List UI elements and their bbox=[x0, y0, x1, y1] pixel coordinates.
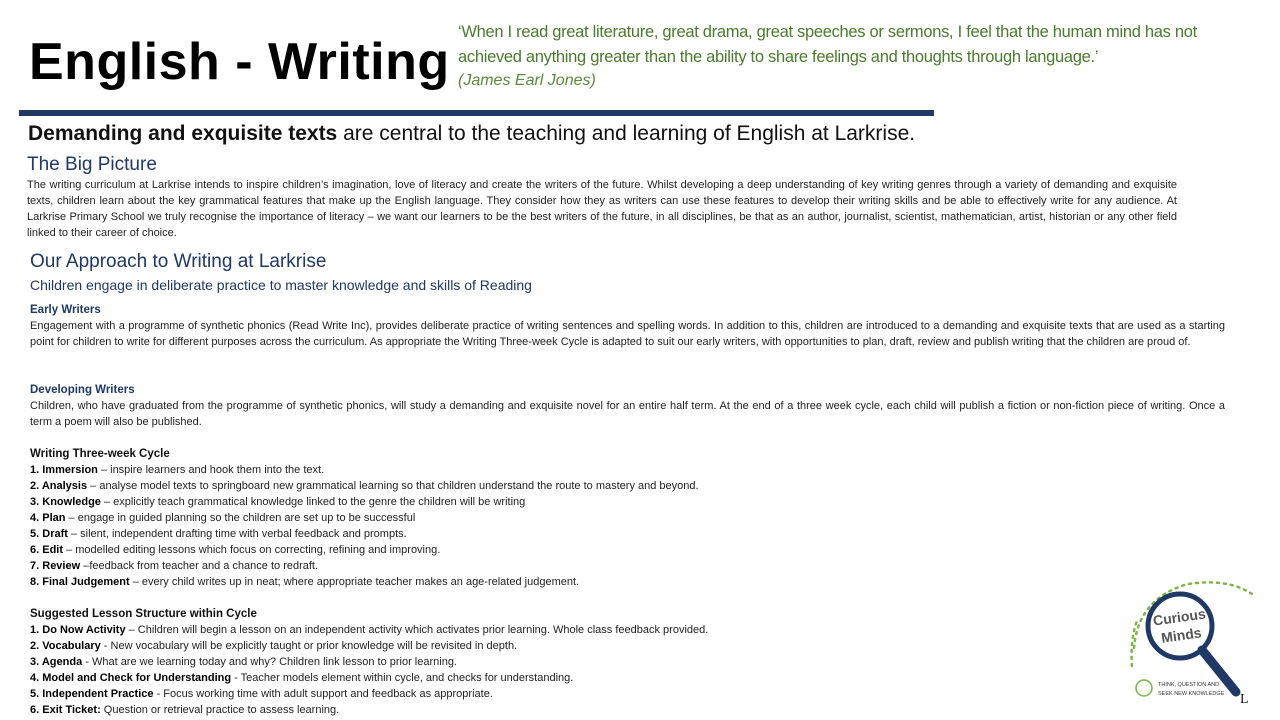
header-divider bbox=[19, 110, 934, 116]
cycle-item-term: 8. Final Judgement bbox=[30, 576, 130, 588]
corner-mark: L bbox=[1240, 692, 1249, 707]
lesson-item-text: – Children will begin a lesson on an independent activity which activates prior learning. Whole class feedback provided. bbox=[125, 624, 709, 636]
intro-statement bbox=[28, 120, 915, 148]
cycle-item-term: 6. Edit bbox=[30, 544, 64, 556]
lesson-item-term: 3. Agenda bbox=[30, 656, 83, 668]
lesson-item-term: 1. Do Now Activity bbox=[30, 624, 126, 636]
quote-author: (James Earl Jones) bbox=[458, 72, 596, 89]
cycle-item bbox=[30, 558, 1225, 574]
logo-word-minds: Minds bbox=[1160, 624, 1203, 646]
lesson-item-text: - What are we learning today and why? Children link lesson to prior learning. bbox=[82, 656, 457, 668]
lesson-item-text: - Teacher models element within cycle, and checks for understanding. bbox=[231, 672, 574, 684]
lesson-item-text: - Focus working time with adult support and feedback as appropriate. bbox=[153, 688, 493, 700]
cycle-item-text: – every child writes up in neat; where appropriate teacher makes an age-related judgement. bbox=[129, 576, 580, 588]
writing-cycle-list bbox=[30, 462, 1225, 590]
lesson-item-text: Question or retrieval practice to assess learning. bbox=[100, 704, 340, 716]
lesson-structure-section bbox=[30, 606, 1225, 718]
cycle-item-term: 5. Draft bbox=[30, 528, 68, 540]
lesson-item bbox=[30, 622, 1225, 638]
cycle-item-term: 2. Analysis bbox=[30, 480, 88, 492]
developing-writers-section bbox=[30, 382, 1225, 430]
cycle-item-text: – engage in guided planning so the children are set up to be successful bbox=[65, 512, 416, 524]
page-title: English - Writing bbox=[29, 33, 450, 91]
lesson-item-text: - New vocabulary will be explicitly taught or prior knowledge will be revisited in depth. bbox=[100, 640, 518, 652]
logo-tagline-1: THINK, QUESTION AND bbox=[1158, 682, 1220, 688]
cycle-item-term: 3. Knowledge bbox=[30, 496, 101, 508]
cycle-item bbox=[30, 462, 1225, 478]
lesson-item bbox=[30, 638, 1225, 654]
curious-minds-logo bbox=[1128, 578, 1256, 710]
approach-subheading: Children engage in deliberate practice to master knowledge and skills of Reading bbox=[30, 277, 532, 293]
lesson-item-term: 4. Model and Check for Understanding bbox=[30, 672, 232, 684]
cycle-item-term: 7. Review bbox=[30, 560, 81, 572]
cycle-item bbox=[30, 526, 1225, 542]
lesson-item-term: 2. Vocabulary bbox=[30, 640, 101, 652]
lesson-item-term: 5. Independent Practice bbox=[30, 688, 154, 700]
lesson-item bbox=[30, 702, 1225, 718]
big-picture-heading: The Big Picture bbox=[27, 154, 157, 175]
cycle-item-text: – analyse model texts to springboard new grammatical learning so that children understand the route to mastery and beyond. bbox=[87, 480, 699, 492]
lesson-item-term: 6. Exit Ticket: bbox=[30, 704, 101, 716]
cycle-item-text: – modelled editing lessons which focus on correcting, refining and improving. bbox=[63, 544, 441, 556]
lesson-structure-list bbox=[30, 622, 1225, 718]
cycle-item bbox=[30, 478, 1225, 494]
big-picture-text: The writing curriculum at Larkrise intends to inspire children’s imagination, love of literacy and create the writers of the future. Whilst developing a deep understanding of key writing genres through a variety of demanding and exquisite texts, children learn about the key grammatical features that make up the English language. They consider how they as writers can use these features to develop their writing skills and be able to effectively write for any audience. At Larkrise Primary School we truly recognise the importance of literacy – we want our learners to be the best writers of the future, in all disciplines, be that as an author, journalist, scientist, mathematician, artist, historian or any other field linked to their career of choice. bbox=[27, 179, 1177, 239]
cycle-item bbox=[30, 542, 1225, 558]
intro-bold: Demanding and exquisite texts bbox=[28, 122, 338, 145]
intro-rest: are central to the teaching and learning of English at Larkrise. bbox=[337, 122, 916, 145]
lesson-item bbox=[30, 670, 1225, 686]
cycle-item-text: – inspire learners and hook them into the text. bbox=[97, 464, 325, 476]
cycle-item-term: 4. Plan bbox=[30, 512, 66, 524]
writing-cycle-title: Writing Three-week Cycle bbox=[30, 448, 170, 460]
cycle-item-text: – silent, independent drafting time with verbal feedback and prompts. bbox=[67, 528, 407, 540]
logo-tagline-2: SEEK NEW KNOWLEDGE bbox=[1158, 691, 1225, 697]
approach-heading: Our Approach to Writing at Larkrise bbox=[30, 251, 327, 272]
cycle-item bbox=[30, 510, 1225, 526]
cycle-item-text: – explicitly teach grammatical knowledge linked to the genre the children will be writing bbox=[100, 496, 526, 508]
developing-writers-title: Developing Writers bbox=[30, 384, 135, 396]
header-quote: ‘When I read great literature, great drama, great speeches or sermons, I feel that the human mind has not achieved anything greater than the ability to share feelings and thoughts through language.’ bbox=[458, 23, 1197, 66]
lesson-item bbox=[30, 686, 1225, 702]
logo-word-curious: Curious bbox=[1152, 605, 1207, 629]
cycle-item bbox=[30, 574, 1225, 590]
writing-cycle-section bbox=[30, 446, 1225, 590]
cycle-item bbox=[30, 494, 1225, 510]
cycle-item-term: 1. Immersion bbox=[30, 464, 98, 476]
logo-emblem-icon bbox=[1136, 680, 1152, 696]
early-writers-text: Engagement with a programme of synthetic phonics (Read Write Inc), provides deliberate practice of writing sentences and spelling words. In addition to this, children are introduced to a demanding and exquisite texts that are used as a starting point for children to write for different purposes across the curriculum. As appropriate the Writing Three-week Cycle is adapted to suit our early writers, with opportunities to plan, draft, review and publish writing that the children are proud of. bbox=[30, 320, 1225, 348]
cycle-item-text: –feedback from teacher and a chance to redraft. bbox=[80, 560, 319, 572]
lesson-item bbox=[30, 654, 1225, 670]
lesson-structure-title: Suggested Lesson Structure within Cycle bbox=[30, 608, 257, 620]
early-writers-title: Early Writers bbox=[30, 304, 101, 316]
early-writers-section bbox=[30, 302, 1225, 350]
developing-writers-text: Children, who have graduated from the programme of synthetic phonics, will study a demanding and exquisite novel for an entire half term. At the end of a three week cycle, each child will publish a fiction or non-fiction piece of writing. Once a term a poem will also be published. bbox=[30, 400, 1225, 428]
